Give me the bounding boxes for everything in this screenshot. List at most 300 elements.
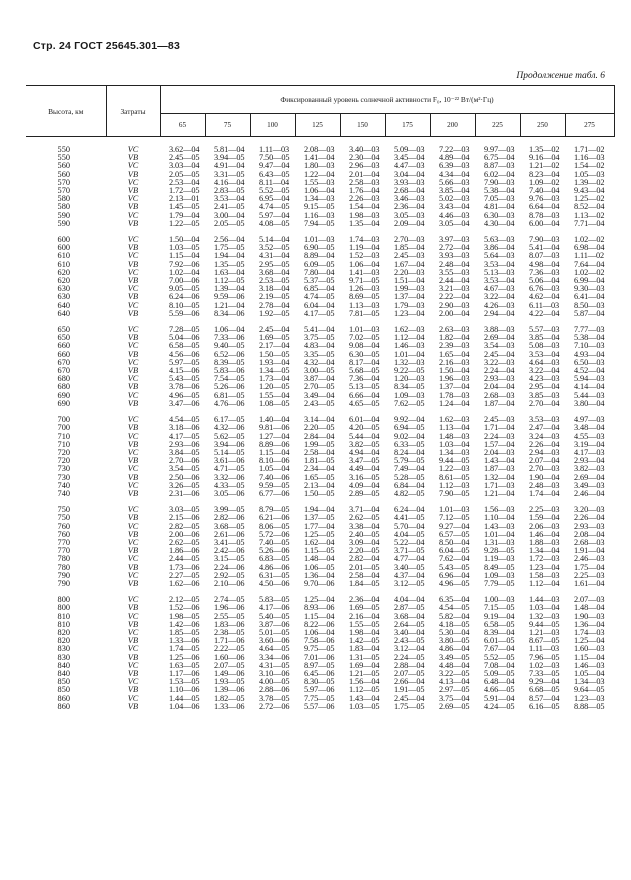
value-cell: 2.56—04 bbox=[214, 235, 245, 245]
cost-cell: VB bbox=[127, 439, 139, 449]
value-cell: 3.14—04 bbox=[304, 415, 335, 425]
value-cell: 2.40—05 bbox=[349, 529, 380, 539]
value-cell: 1.03—04 bbox=[529, 603, 560, 613]
value-cell: 1.32—04 bbox=[484, 472, 515, 482]
value-cell: 3.03—04 bbox=[169, 161, 200, 171]
value-cell: 3.12—04 bbox=[394, 644, 425, 654]
value-cell: 4.17—06 bbox=[259, 603, 290, 613]
value-cell: 2.45—05 bbox=[169, 153, 200, 163]
value-cell: 4.17—03 bbox=[574, 447, 605, 457]
height-cell: 730 bbox=[57, 472, 70, 482]
value-cell: 7.22—03 bbox=[439, 145, 470, 154]
value-cell: 7.08—04 bbox=[484, 660, 515, 670]
height-cell: 830 bbox=[57, 652, 70, 662]
value-cell: 4.93—04 bbox=[574, 349, 605, 359]
flux-level-header: 65 bbox=[160, 114, 205, 137]
value-cell: 2.15—06 bbox=[169, 513, 200, 523]
value-cell: 1.59—04 bbox=[529, 513, 560, 523]
value-cell: 1.72—03 bbox=[529, 554, 560, 564]
value-cell: 3.68—05 bbox=[214, 521, 245, 531]
value-cell: 3.38—04 bbox=[349, 521, 380, 531]
value-cell: 1.01—04 bbox=[484, 529, 515, 539]
value-cell: 1.20—03 bbox=[394, 374, 425, 384]
height-cell: 860 bbox=[57, 693, 70, 703]
height-cell: 680 bbox=[57, 382, 70, 392]
value-cell: 2.96—03 bbox=[349, 161, 380, 171]
value-cell: 1.02—04 bbox=[169, 267, 200, 277]
value-cell: 6.24—06 bbox=[169, 292, 200, 302]
flux-level-header: 200 bbox=[430, 114, 475, 137]
value-cell: 1.37—04 bbox=[439, 382, 470, 392]
value-cell: 2.48—04 bbox=[439, 259, 470, 269]
value-cell: 6.24—04 bbox=[394, 505, 425, 515]
value-cell: 4.17—05 bbox=[304, 308, 335, 318]
value-cell: 5.94—03 bbox=[574, 374, 605, 384]
value-cell: 1.45—05 bbox=[169, 202, 200, 212]
value-cell: 6.00—04 bbox=[529, 218, 560, 228]
value-cell: 3.68—04 bbox=[394, 611, 425, 621]
value-cell: 7.05—03 bbox=[484, 194, 515, 204]
value-cell: 3.48—04 bbox=[574, 423, 605, 433]
value-cell: 1.58—03 bbox=[529, 570, 560, 580]
value-cell: 1.05—04 bbox=[259, 464, 290, 474]
cost-cell: VB bbox=[127, 259, 139, 269]
height-cell: 820 bbox=[57, 627, 70, 637]
value-cell: 1.42—05 bbox=[349, 636, 380, 646]
value-cell: 2.58—04 bbox=[304, 447, 335, 457]
value-cell: 8.30—05 bbox=[304, 677, 335, 687]
value-cell: 1.69—04 bbox=[349, 660, 380, 670]
value-cell: 1.15—04 bbox=[169, 251, 200, 261]
value-cell: 3.85—04 bbox=[529, 333, 560, 343]
value-cell: 1.65—05 bbox=[304, 472, 335, 482]
cost-cell: VB bbox=[127, 423, 139, 433]
cost-cell: VC bbox=[127, 161, 139, 171]
value-cell: 1.48—04 bbox=[574, 603, 605, 613]
value-cell: 2.94—04 bbox=[484, 308, 515, 318]
value-cell: 5.38—04 bbox=[574, 333, 605, 343]
value-cell: 2.72—06 bbox=[259, 701, 290, 711]
height-cell: 620 bbox=[57, 276, 70, 286]
value-cell: 2.12—05 bbox=[169, 595, 200, 605]
value-cell: 3.75—05 bbox=[304, 333, 335, 343]
value-cell: 1.62—03 bbox=[439, 415, 470, 425]
value-cell: 1.65—04 bbox=[439, 349, 470, 359]
value-cell: 2.93—06 bbox=[169, 439, 200, 449]
value-cell: 1.11—03 bbox=[259, 145, 290, 154]
value-cell: 7.58—06 bbox=[304, 636, 335, 646]
value-cell: 4.08—05 bbox=[259, 218, 290, 228]
value-cell: 1.23—03 bbox=[574, 693, 605, 703]
value-cell: 1.71—04 bbox=[484, 423, 515, 433]
value-cell: 2.63—03 bbox=[439, 325, 470, 335]
value-cell: 5.57—06 bbox=[304, 701, 335, 711]
value-cell: 2.04—04 bbox=[484, 382, 515, 392]
value-cell: 1.11—02 bbox=[574, 251, 605, 261]
value-cell: 2.55—05 bbox=[214, 611, 245, 621]
value-cell: 3.87—06 bbox=[259, 619, 290, 629]
value-cell: 2.38—05 bbox=[214, 627, 245, 637]
cost-cell: VC bbox=[127, 611, 139, 621]
table-row bbox=[26, 400, 614, 408]
height-cell: 620 bbox=[57, 267, 70, 277]
value-cell: 2.97—05 bbox=[439, 685, 470, 695]
value-cell: 4.49—04 bbox=[349, 464, 380, 474]
height-cell: 670 bbox=[57, 357, 70, 367]
value-cell: 6.04—04 bbox=[304, 300, 335, 310]
value-cell: 7.62—05 bbox=[394, 398, 425, 408]
value-cell: 1.34—03 bbox=[574, 677, 605, 687]
value-cell: 2.48—03 bbox=[529, 480, 560, 490]
value-cell: 1.25—04 bbox=[304, 595, 335, 605]
cost-cell: VC bbox=[127, 447, 139, 457]
value-cell: 8.52—04 bbox=[574, 202, 605, 212]
value-cell: 2.13—01 bbox=[169, 194, 200, 204]
value-cell: 2.58—04 bbox=[349, 570, 380, 580]
value-cell: 4.14—04 bbox=[574, 382, 605, 392]
value-cell: 3.32—06 bbox=[214, 472, 245, 482]
value-cell: 8.97—05 bbox=[304, 660, 335, 670]
value-cell: 2.70—03 bbox=[394, 235, 425, 245]
value-cell: 3.84—05 bbox=[169, 447, 200, 457]
value-cell: 4.82—05 bbox=[394, 488, 425, 498]
cost-cell: VC bbox=[127, 537, 139, 547]
height-cell: 550 bbox=[57, 153, 70, 163]
value-cell: 1.06—04 bbox=[349, 259, 380, 269]
value-cell: 6.43—05 bbox=[259, 169, 290, 179]
value-cell: 1.16—03 bbox=[304, 210, 335, 220]
value-cell: 2.62—05 bbox=[349, 513, 380, 523]
value-cell: 1.79—03 bbox=[394, 300, 425, 310]
value-cell: 1.61—04 bbox=[574, 578, 605, 588]
height-cell: 640 bbox=[57, 300, 70, 310]
value-cell: 9.44—05 bbox=[529, 619, 560, 629]
value-cell: 3.40—05 bbox=[394, 562, 425, 572]
value-cell: 5.09—05 bbox=[484, 668, 515, 678]
height-cell: 730 bbox=[57, 464, 70, 474]
height-cell: 770 bbox=[57, 546, 70, 556]
value-cell: 1.11—03 bbox=[529, 644, 560, 654]
value-cell: 1.12—04 bbox=[529, 578, 560, 588]
value-cell: 1.02—02 bbox=[574, 235, 605, 245]
value-cell: 1.75—05 bbox=[214, 243, 245, 253]
value-cell: 1.15—04 bbox=[304, 611, 335, 621]
height-cell: 650 bbox=[57, 325, 70, 335]
value-cell: 2.84—04 bbox=[304, 431, 335, 441]
value-cell: 2.72—04 bbox=[439, 243, 470, 253]
column-header-height: Высота, км bbox=[26, 86, 106, 137]
value-cell: 4.04—04 bbox=[394, 595, 425, 605]
value-cell: 2.34—04 bbox=[304, 464, 335, 474]
value-cell: 1.93—04 bbox=[259, 357, 290, 367]
value-cell: 6.90—05 bbox=[304, 243, 335, 253]
value-cell: 1.01—03 bbox=[439, 505, 470, 515]
value-cell: 2.87—05 bbox=[394, 603, 425, 613]
value-cell: 4.37—04 bbox=[394, 570, 425, 580]
value-cell: 2.53—04 bbox=[169, 177, 200, 187]
value-cell: 2.46—03 bbox=[574, 554, 605, 564]
value-cell: 1.35—04 bbox=[349, 218, 380, 228]
value-cell: 2.88—04 bbox=[394, 660, 425, 670]
cost-cell: VC bbox=[127, 660, 139, 670]
value-cell: 1.90—04 bbox=[529, 472, 560, 482]
value-cell: 3.40—04 bbox=[394, 627, 425, 637]
value-cell: 3.53—04 bbox=[214, 194, 245, 204]
height-cell: 660 bbox=[57, 349, 70, 359]
height-cell: 750 bbox=[57, 513, 70, 523]
value-cell: 3.54—05 bbox=[169, 464, 200, 474]
value-cell: 7.49—04 bbox=[394, 464, 425, 474]
value-cell: 3.99—05 bbox=[214, 505, 245, 515]
value-cell: 1.19—03 bbox=[484, 554, 515, 564]
value-cell: 5.37—05 bbox=[304, 276, 335, 286]
height-cell: 610 bbox=[57, 251, 70, 261]
value-cell: 1.93—05 bbox=[214, 677, 245, 687]
value-cell: 1.24—04 bbox=[439, 398, 470, 408]
value-cell: 6.58—05 bbox=[484, 619, 515, 629]
value-cell: 5.43—05 bbox=[169, 374, 200, 384]
value-cell: 7.00—06 bbox=[169, 276, 200, 286]
value-cell: 3.62—04 bbox=[169, 145, 200, 154]
table-row bbox=[26, 490, 614, 498]
height-cell: 740 bbox=[57, 480, 70, 490]
value-cell: 3.49—03 bbox=[574, 480, 605, 490]
value-cell: 1.33—06 bbox=[169, 636, 200, 646]
cost-cell: VB bbox=[127, 636, 139, 646]
value-cell: 6.83—05 bbox=[259, 554, 290, 564]
value-cell: 4.91—04 bbox=[214, 161, 245, 171]
value-cell: 1.57—04 bbox=[484, 439, 515, 449]
value-cell: 1.42—06 bbox=[169, 619, 200, 629]
value-cell: 4.30—04 bbox=[484, 218, 515, 228]
value-cell: 9.71—05 bbox=[349, 276, 380, 286]
value-cell: 4.32—06 bbox=[214, 423, 245, 433]
value-cell: 2.89—05 bbox=[349, 488, 380, 498]
flux-level-header: 275 bbox=[565, 114, 614, 137]
value-cell: 3.94—06 bbox=[214, 439, 245, 449]
height-cell: 840 bbox=[57, 660, 70, 670]
height-cell: 630 bbox=[57, 292, 70, 302]
value-cell: 2.22—04 bbox=[439, 292, 470, 302]
cost-cell: VC bbox=[127, 431, 139, 441]
value-cell: 6.31—05 bbox=[259, 570, 290, 580]
value-cell: 1.00—03 bbox=[484, 595, 515, 605]
value-cell: 1.63—04 bbox=[214, 267, 245, 277]
value-cell: 1.55—03 bbox=[304, 177, 335, 187]
value-cell: 2.42—06 bbox=[214, 546, 245, 556]
value-cell: 5.68—05 bbox=[349, 366, 380, 376]
value-cell: 1.91—05 bbox=[394, 685, 425, 695]
value-cell: 1.31—05 bbox=[349, 652, 380, 662]
value-cell: 1.56—03 bbox=[484, 505, 515, 515]
cost-cell: VB bbox=[127, 202, 139, 212]
value-cell: 1.31—03 bbox=[484, 537, 515, 547]
value-cell: 1.52—03 bbox=[349, 251, 380, 261]
value-cell: 9.75—05 bbox=[304, 644, 335, 654]
value-cell: 7.90—05 bbox=[439, 488, 470, 498]
value-cell: 6.35—04 bbox=[439, 595, 470, 605]
value-cell: 5.02—03 bbox=[439, 194, 470, 204]
cost-cell: VB bbox=[127, 546, 139, 556]
cost-cell: VB bbox=[127, 398, 139, 408]
value-cell: 1.21—02 bbox=[529, 161, 560, 171]
value-cell: 3.82—05 bbox=[349, 439, 380, 449]
cost-cell: VC bbox=[127, 177, 139, 187]
value-cell: 6.85—04 bbox=[304, 284, 335, 294]
cost-cell: VB bbox=[127, 652, 139, 662]
value-cell: 9.76—03 bbox=[529, 194, 560, 204]
value-cell: 8.07—03 bbox=[529, 251, 560, 261]
value-cell: 1.17—06 bbox=[169, 668, 200, 678]
value-cell: 4.18—05 bbox=[439, 619, 470, 629]
value-cell: 7.54—05 bbox=[214, 374, 245, 384]
value-cell: 8.39—04 bbox=[484, 627, 515, 637]
cost-cell: VC bbox=[127, 627, 139, 637]
value-cell: 1.06—04 bbox=[214, 325, 245, 335]
value-cell: 9.70—06 bbox=[304, 578, 335, 588]
cost-cell: VC bbox=[127, 235, 139, 245]
value-cell: 3.71—04 bbox=[349, 505, 380, 515]
value-cell: 1.40—04 bbox=[259, 415, 290, 425]
cost-cell: VC bbox=[127, 595, 139, 605]
value-cell: 3.53—04 bbox=[529, 349, 560, 359]
value-cell: 2.20—03 bbox=[394, 267, 425, 277]
value-cell: 3.21—03 bbox=[439, 284, 470, 294]
value-cell: 7.71—04 bbox=[574, 218, 605, 228]
value-cell: 2.36—04 bbox=[349, 595, 380, 605]
cost-cell: VB bbox=[127, 578, 139, 588]
value-cell: 1.52—06 bbox=[169, 603, 200, 613]
height-cell: 570 bbox=[57, 186, 70, 196]
value-cell: 4.64—05 bbox=[259, 644, 290, 654]
value-cell: 1.71—06 bbox=[214, 636, 245, 646]
value-cell: 1.09—02 bbox=[529, 177, 560, 187]
value-cell: 1.21—05 bbox=[349, 668, 380, 678]
height-cell: 770 bbox=[57, 537, 70, 547]
value-cell: 1.04—06 bbox=[169, 701, 200, 711]
value-cell: 6.99—04 bbox=[574, 276, 605, 286]
value-cell: 3.05—06 bbox=[214, 488, 245, 498]
value-cell: 1.34—03 bbox=[304, 194, 335, 204]
cost-cell: VB bbox=[127, 668, 139, 678]
value-cell: 7.77—03 bbox=[574, 325, 605, 335]
value-cell: 6.66—04 bbox=[349, 390, 380, 400]
value-cell: 4.65—05 bbox=[349, 398, 380, 408]
value-cell: 1.34—04 bbox=[529, 546, 560, 556]
value-cell: 1.06—04 bbox=[304, 186, 335, 196]
value-cell: 5.52—05 bbox=[259, 186, 290, 196]
value-cell: 2.24—03 bbox=[484, 431, 515, 441]
value-cell: 2.39—03 bbox=[439, 341, 470, 351]
height-cell: 550 bbox=[57, 145, 70, 154]
value-cell: 1.03—04 bbox=[439, 439, 470, 449]
value-cell: 1.32—03 bbox=[529, 611, 560, 621]
value-cell: 3.49—05 bbox=[439, 652, 470, 662]
value-cell: 2.94—03 bbox=[529, 447, 560, 457]
value-cell: 2.92—05 bbox=[214, 570, 245, 580]
value-cell: 2.47—04 bbox=[529, 423, 560, 433]
value-cell: 3.15—05 bbox=[214, 554, 245, 564]
value-cell: 4.74—05 bbox=[259, 202, 290, 212]
value-cell: 1.36—04 bbox=[574, 619, 605, 629]
value-cell: 4.09—04 bbox=[349, 480, 380, 490]
height-cell: 710 bbox=[57, 431, 70, 441]
value-cell: 2.19—05 bbox=[259, 292, 290, 302]
value-cell: 1.67—04 bbox=[394, 259, 425, 269]
value-cell: 4.23—03 bbox=[529, 374, 560, 384]
height-cell: 600 bbox=[57, 243, 70, 253]
value-cell: 2.61—06 bbox=[214, 529, 245, 539]
value-cell: 2.66—04 bbox=[394, 677, 425, 687]
value-cell: 3.45—04 bbox=[394, 153, 425, 163]
value-cell: 5.79—05 bbox=[394, 456, 425, 466]
value-cell: 6.09—05 bbox=[304, 259, 335, 269]
value-cell: 2.07—04 bbox=[529, 456, 560, 466]
value-cell: 1.98—03 bbox=[349, 210, 380, 220]
value-cell: 1.37—04 bbox=[394, 292, 425, 302]
height-cell: 680 bbox=[57, 374, 70, 384]
value-cell: 2.82—05 bbox=[169, 521, 200, 531]
value-cell: 2.74—05 bbox=[214, 595, 245, 605]
value-cell: 5.81—04 bbox=[214, 145, 245, 154]
value-cell: 8.87—03 bbox=[484, 161, 515, 171]
value-cell: 3.78—06 bbox=[169, 382, 200, 392]
value-cell: 3.22—05 bbox=[439, 668, 470, 678]
value-cell: 6.64—04 bbox=[529, 202, 560, 212]
value-cell: 3.41—05 bbox=[214, 537, 245, 547]
cost-cell: VC bbox=[127, 194, 139, 204]
value-cell: 2.70—06 bbox=[169, 456, 200, 466]
value-cell: 2.70—05 bbox=[304, 382, 335, 392]
value-cell: 2.82—04 bbox=[349, 554, 380, 564]
value-cell: 1.26—03 bbox=[349, 284, 380, 294]
value-cell: 9.81—06 bbox=[259, 423, 290, 433]
value-cell: 1.06—04 bbox=[304, 627, 335, 637]
value-cell: 8.10—06 bbox=[259, 456, 290, 466]
value-cell: 1.02—03 bbox=[529, 660, 560, 670]
value-cell: 9.08—04 bbox=[349, 341, 380, 351]
value-cell: 2.46—04 bbox=[574, 488, 605, 498]
value-cell: 5.14—04 bbox=[259, 235, 290, 245]
flux-level-header: 75 bbox=[205, 114, 250, 137]
value-cell: 3.53—03 bbox=[529, 415, 560, 425]
height-cell: 780 bbox=[57, 562, 70, 572]
value-cell: 9.27—04 bbox=[439, 521, 470, 531]
value-cell: 1.74—03 bbox=[574, 627, 605, 637]
value-cell: 3.75—04 bbox=[439, 693, 470, 703]
value-cell: 1.22—03 bbox=[439, 464, 470, 474]
value-cell: 8.11—04 bbox=[259, 177, 290, 187]
value-cell: 9.29—04 bbox=[529, 677, 560, 687]
value-cell: 7.40—06 bbox=[259, 472, 290, 482]
value-cell: 2.68—03 bbox=[484, 390, 515, 400]
cost-cell: VB bbox=[127, 619, 139, 629]
value-cell: 8.17—04 bbox=[349, 357, 380, 367]
cost-cell: VC bbox=[127, 677, 139, 687]
value-cell: 1.46—04 bbox=[529, 529, 560, 539]
value-cell: 1.74—05 bbox=[169, 644, 200, 654]
height-cell: 580 bbox=[57, 202, 70, 212]
value-cell: 4.33—05 bbox=[214, 480, 245, 490]
value-cell: 4.48—04 bbox=[439, 660, 470, 670]
value-cell: 1.33—06 bbox=[214, 701, 245, 711]
height-cell: 570 bbox=[57, 177, 70, 187]
value-cell: 1.10—06 bbox=[169, 685, 200, 695]
value-cell: 5.83—05 bbox=[259, 595, 290, 605]
value-cell: 1.96—03 bbox=[439, 374, 470, 384]
value-cell: 1.87—04 bbox=[484, 398, 515, 408]
value-cell: 5.08—03 bbox=[529, 341, 560, 351]
